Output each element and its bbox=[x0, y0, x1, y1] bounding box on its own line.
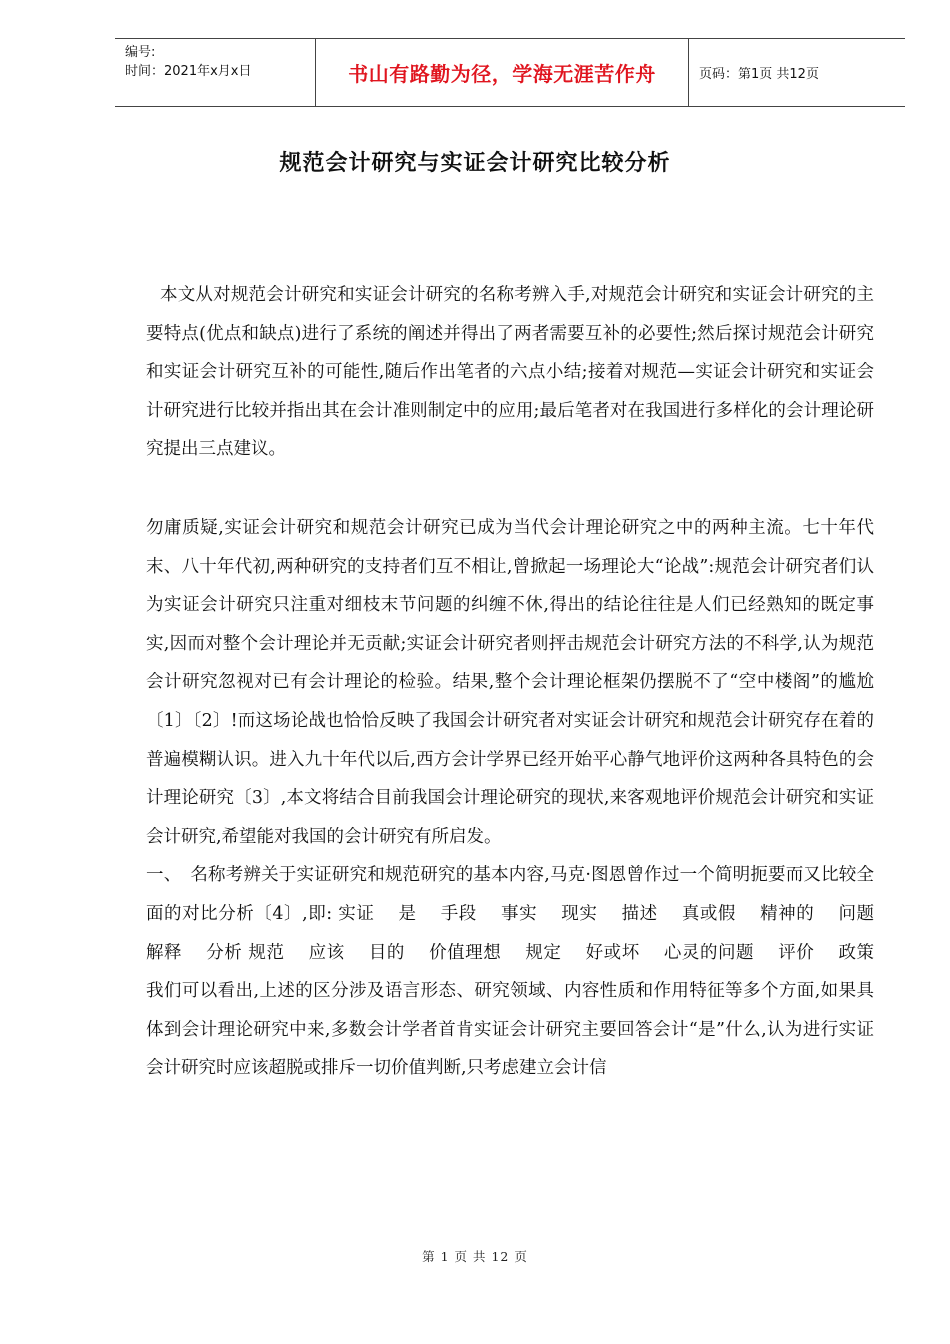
section-1-paragraph: 一、 名称考辨关于实证研究和规范研究的基本内容,马克·图恩曾作过一个简明扼要而又比较全面的对比分析〔4〕,即: 实证 是 手段 事实 现实 描述 真或假 精神的 问题 解释 分析 规范 应该 目的 价值理想 规定 好或坏 心灵的问题 评价 政策 我们可以看出,上述的区分涉及语言形态、研究领域、内容性质和作用特征等多个方面,如果具体到会计理论研究中来,多数会计学者首肯实证会计研究主要回答会计“是”什么,认为进行实证会计研究时应该超脱或排斥一切价值判断,只考虑建立会计信 bbox=[146, 865, 898, 1079]
document-number-label: 编号: bbox=[125, 45, 156, 60]
header-page-cell bbox=[689, 39, 905, 106]
page-footer: 第 1 页 共 12 页 bbox=[422, 1249, 528, 1264]
page-header bbox=[115, 38, 905, 107]
document-body bbox=[146, 276, 898, 1088]
header-page-label: 页码：第1页 共12页 bbox=[699, 67, 819, 82]
intro-paragraph: 勿庸质疑,实证会计研究和规范会计研究已成为当代会计理论研究之中的两种主流。七十年代末、八十年代初,两种研究的支持者们互不相让,曾掀起一场理论大“论战”:规范会计研究者们认为实证会计研究只注重对细枝末节问题的纠缠不休,得出的结论往往是人们已经熟知的既定事实,因而对整个会计理论并无贡献;实证会计研究者则抨击规范会计研究方法的不科学,认为规范会计研究忽视对已有会计理论的检验。结果,整个会计理论框架仍摆脱不了“空中楼阁”的尴尬〔1〕〔2〕!而这场论战也恰恰反映了我国会计研究者对实证会计研究和规范会计研究存在着的普遍模糊认识。进入九十年代以后,西方会计学界已经开始平心静气地评价这两种各具特色的会计理论研究〔3〕,本文将结合目前我国会计理论研究的现状,来客观地评价规范会计研究和实证会计研究,希望能对我国的会计研究有所启发。 bbox=[146, 517, 874, 847]
paragraph-gap bbox=[146, 469, 874, 509]
abstract-paragraph: 本文从对规范会计研究和实证会计研究的名称考辨入手,对规范会计研究和实证会计研究的主要特点(优点和缺点)进行了系统的阐述并得出了两者需要互补的必要性;然后探讨规范会计研究和实证会计研究互补的可能性,随后作出笔者的六点小结;接着对规范—实证会计研究和实证会计研究进行比较并指出其在会计准则制定中的应用;最后笔者对在我国进行多样化的会计理论研究提出三点建议。 bbox=[146, 285, 874, 460]
header-meta bbox=[115, 39, 315, 106]
document-time-label: 时间：2021年x月x日 bbox=[125, 64, 252, 79]
header-motto: 书山有路勤为径，学海无涯苦作舟 bbox=[348, 62, 656, 86]
header-motto-cell bbox=[315, 39, 689, 106]
document-title: 规范会计研究与实证会计研究比较分析 bbox=[279, 150, 671, 176]
